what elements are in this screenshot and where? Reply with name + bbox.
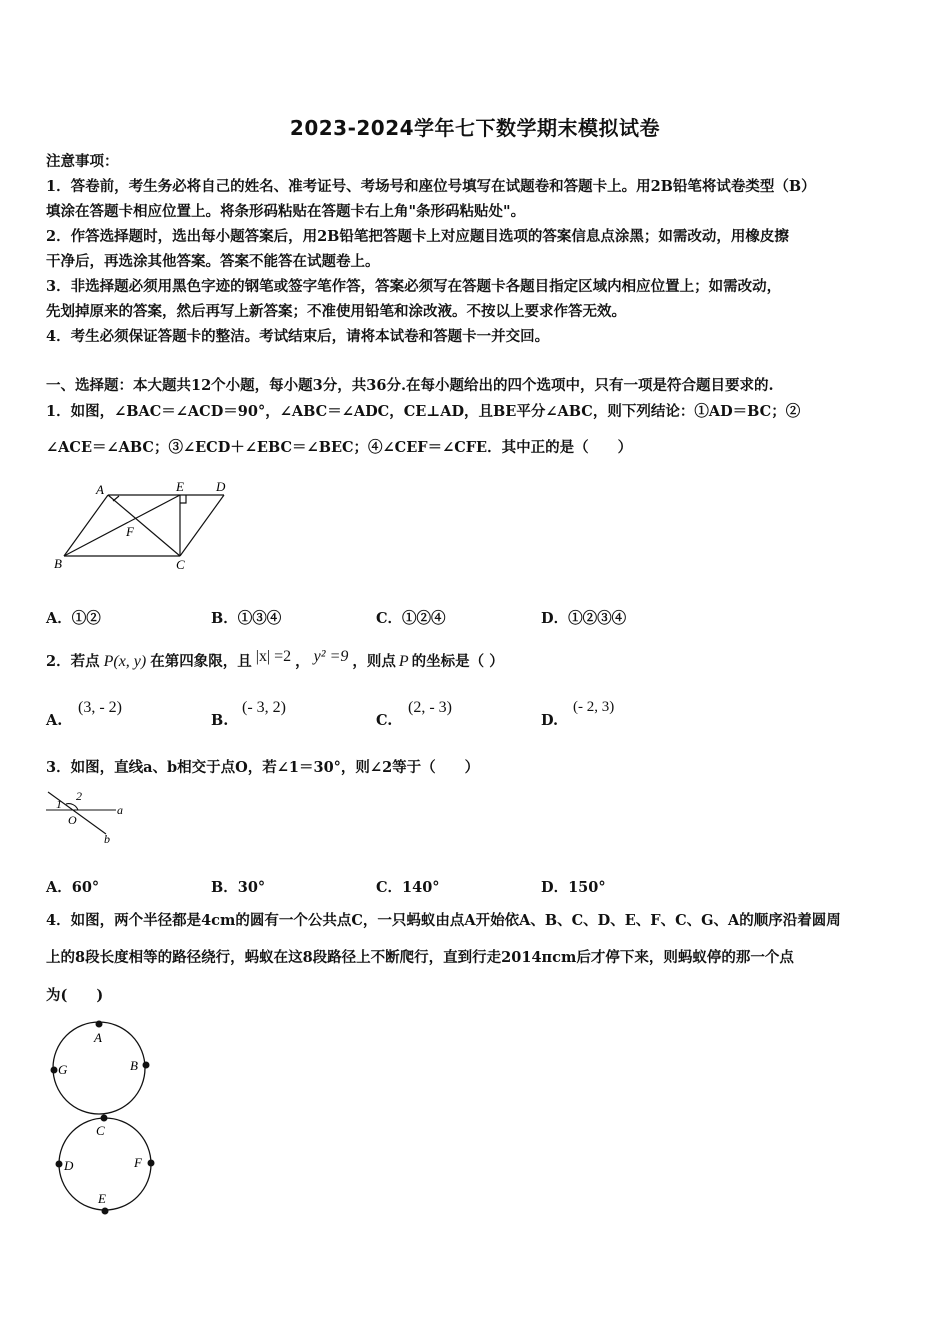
notice-heading: 注意事项：	[46, 153, 119, 170]
point-D	[56, 1161, 63, 1168]
q2-option-a: (3, - 2)	[78, 699, 122, 716]
notice-line: 填涂在答题卡相应位置上。将条形码粘贴在答题卡右上角"条形码粘贴处"。	[46, 203, 526, 220]
point-E	[102, 1208, 109, 1215]
right-angle-mark-a	[113, 496, 119, 501]
section-heading: 一、选择题：本大题共12个小题，每小题3分，共36分.在每小题给出的四个选项中，只有一项是符合题目要求的.	[46, 377, 774, 394]
label-a: a	[117, 803, 123, 817]
q3-option-c: C．140°	[376, 879, 440, 896]
q2-option-b: (- 3, 2)	[242, 699, 286, 716]
point-B	[143, 1062, 150, 1069]
q4-stem-2: 上的8段长度相等的路径绕行，蚂蚁在这8段路径上不断爬行，直到行走2014πcm后才停下来，则蚂蚁停的那一个点	[46, 949, 794, 966]
label-O: O	[68, 813, 77, 827]
q2-option-b-letter: B.	[211, 712, 229, 729]
q4-stem-3: 为( )	[46, 987, 104, 1004]
point-p: P(x, y)	[103, 653, 147, 670]
notice-line: 先划掉原来的答案，然后再写上新答案；不准使用铅笔和涂改液。不按以上要求作答无效。	[46, 303, 626, 320]
q4-figure	[46, 1018, 166, 1220]
label-1: 1	[56, 797, 62, 811]
label-G: G	[58, 1062, 68, 1077]
q1-stem: 1．如图，∠BAC＝∠ACD＝90°，∠ABC＝∠ADC，CE⊥AD，且BE平分∠ABC，则下列结论：①AD＝BC；②	[46, 403, 801, 420]
notice-line: 4．考生必须保证答题卡的整洁。考试结束后，请将本试卷和答题卡一并交回。	[46, 328, 550, 345]
label-F: F	[126, 524, 134, 539]
point-G	[51, 1067, 58, 1074]
label-A: A	[96, 482, 104, 497]
label-b: b	[104, 832, 110, 844]
q2-option-a-letter: A.	[46, 712, 63, 729]
point-C	[101, 1115, 108, 1122]
right-angle-mark	[180, 495, 186, 503]
q1-figure	[46, 476, 246, 576]
point-A	[96, 1021, 103, 1028]
label-2: 2	[76, 789, 82, 803]
label-E: E	[98, 1191, 106, 1206]
q3-option-d: D．150°	[541, 879, 606, 896]
q4-stem: 4．如图，两个半径都是4cm的圆有一个公共点C，一只蚂蚁由点A开始依A、B、C、D、E、F、C、G、A的顺序沿着圆周	[46, 912, 841, 929]
q3-stem: 3．如图，直线a、b相交于点O，若∠1＝30°，则∠2等于（ ）	[46, 759, 480, 776]
label-B: B	[130, 1058, 138, 1073]
label-D: D	[216, 479, 226, 494]
q1-stem-2: ∠ACE＝∠ABC；③∠ECD＋∠EBC＝∠BEC；④∠CEF＝∠CFE．其中正的是（ ）	[46, 439, 633, 456]
q1-option-d: D．①②③④	[541, 610, 627, 627]
notice-line: 干净后，再选涂其他答案。答案不能答在试题卷上。	[46, 253, 380, 270]
q1-option-c: C．①②④	[376, 610, 446, 627]
q3-option-b: B．30°	[211, 879, 266, 896]
segment-AC	[108, 495, 180, 556]
point-F	[148, 1160, 155, 1167]
y-square: y² =9	[313, 648, 349, 665]
q1-option-a: A．①②	[46, 610, 101, 627]
q3-option-a: A．60°	[46, 879, 100, 896]
notice-line: 1．答卷前，考生务必将自己的姓名、准考证号、考场号和座位号填写在试题卷和答题卡上。用2B铅笔将试卷类型（B）	[46, 178, 816, 195]
notice-line: 2．作答选择题时，选出每小题答案后，用2B铅笔把答题卡上对应题目选项的答案信息点涂黑；如需改动，用橡皮擦	[46, 228, 789, 245]
label-C: C	[96, 1123, 105, 1138]
segment-AB	[64, 495, 108, 556]
label-B: B	[54, 556, 62, 571]
abs-x: |x| =2	[255, 648, 292, 665]
q2-stem: 2．若点 P(x, y) 在第四象限，且 |x| =2 ， y² =9 ，则点 P 的坐标是（ ）	[46, 648, 504, 670]
q3-figure	[44, 786, 128, 844]
q1-option-b: B．①③④	[211, 610, 282, 627]
label-E: E	[176, 479, 184, 494]
page-title: 2023-2024学年七下数学期末模拟试卷	[289, 116, 661, 140]
label-D: D	[64, 1158, 74, 1173]
q2-option-c: (2, - 3)	[408, 699, 452, 716]
segment-DC	[180, 495, 224, 556]
label-A: A	[94, 1030, 102, 1045]
q2-option-d: (- 2, 3)	[573, 699, 615, 715]
q2-option-c-letter: C.	[376, 712, 393, 729]
label-C: C	[176, 557, 185, 572]
q2-option-d-letter: D.	[541, 712, 559, 729]
notice-line: 3．非选择题必须用黑色字迹的钢笔或签字笔作答，答案必须写在答题卡各题目指定区域内相应位置上；如需改动，	[46, 278, 782, 295]
segment-BE	[64, 495, 180, 556]
label-F: F	[134, 1155, 142, 1170]
